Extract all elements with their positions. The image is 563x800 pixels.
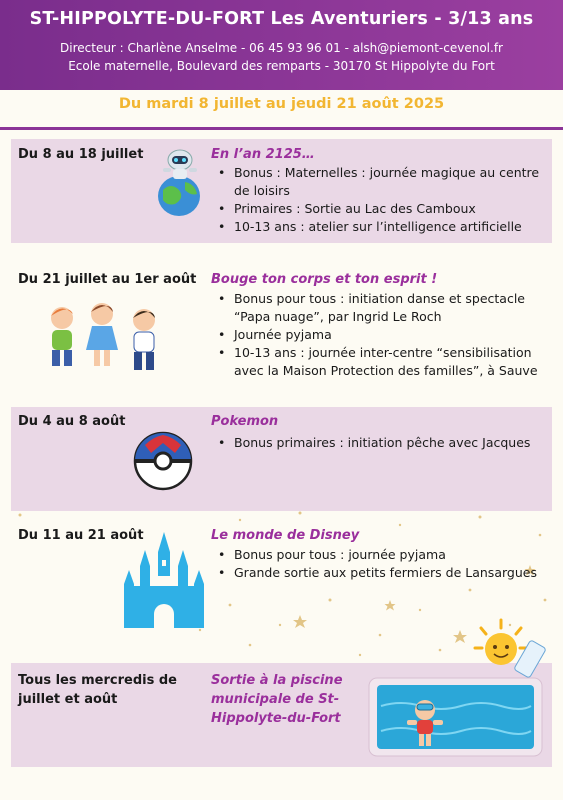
list-item: • Grande sortie aux petits fermiers de Lansargues	[218, 564, 553, 582]
period-subtitle: Du mardi 8 juillet au jeudi 21 août 2025	[118, 96, 445, 112]
section-date-1: Du 8 au 18 juillet	[18, 147, 144, 162]
address-line: Ecole maternelle, Boulevard des remparts - 30170 St Hippolyte du Fort	[68, 59, 495, 73]
list-item: • Bonus primaires : initiation pêche avec Jacques	[218, 434, 553, 452]
sun-sunscreen-icon	[467, 616, 551, 682]
list-item: • Bonus pour tous : initiation danse et spectacle “Papa nuage”, par Ingrid Le Roch	[218, 290, 553, 326]
castle-icon	[115, 530, 213, 630]
section-date-2: Du 21 juillet au 1er août	[18, 272, 197, 287]
section-theme-1: En l’an 2125…	[211, 147, 315, 162]
swimming-pool-icon	[367, 676, 544, 758]
contact-line: Directeur : Charlène Anselme - 06 45 93 96 01 - alsh@piemont-cevenol.fr	[60, 41, 503, 55]
header-banner	[0, 0, 563, 90]
dancing-kids-icon	[38, 296, 170, 376]
section-theme-2: Bouge ton corps et ton esprit !	[211, 272, 438, 287]
section-theme-3: Pokemon	[211, 414, 279, 429]
page-title: ST-HIPPOLYTE-DU-FORT Les Aventuriers - 3/13 ans	[29, 9, 534, 29]
pokeball-icon	[133, 431, 193, 491]
divider	[0, 127, 563, 130]
list-item: • Journée pyjama	[218, 326, 553, 344]
section-date-4: Du 11 au 21 août	[18, 528, 144, 543]
section-theme-4: Le monde de Disney	[211, 528, 360, 543]
list-item: • 10-13 ans : atelier sur l’intelligence artificielle	[218, 218, 553, 236]
section-bullets-4	[218, 546, 553, 582]
list-item: • Bonus : Maternelles : journée magique au centre de loisirs	[218, 164, 553, 200]
list-item: • 10-13 ans : journée inter-centre “sensibilisation avec la Maison Protection des familles”, à Sauve	[218, 344, 553, 380]
section-bullets-1	[218, 164, 553, 236]
robot-globe-icon	[155, 146, 205, 218]
section-bullets-3	[218, 434, 553, 452]
list-item: • Bonus pour tous : journée pyjama	[218, 546, 553, 564]
section-bullets-2	[218, 290, 553, 380]
section-date-3: Du 4 au 8 août	[18, 414, 126, 429]
section-date-5: Tous les mercredis de juillet et août	[18, 673, 177, 707]
section-theme-5: Sortie à la piscine municipale de St-Hippolyte-du-Fort	[211, 673, 343, 726]
list-item: • Primaires : Sortie au Lac des Camboux	[218, 200, 553, 218]
